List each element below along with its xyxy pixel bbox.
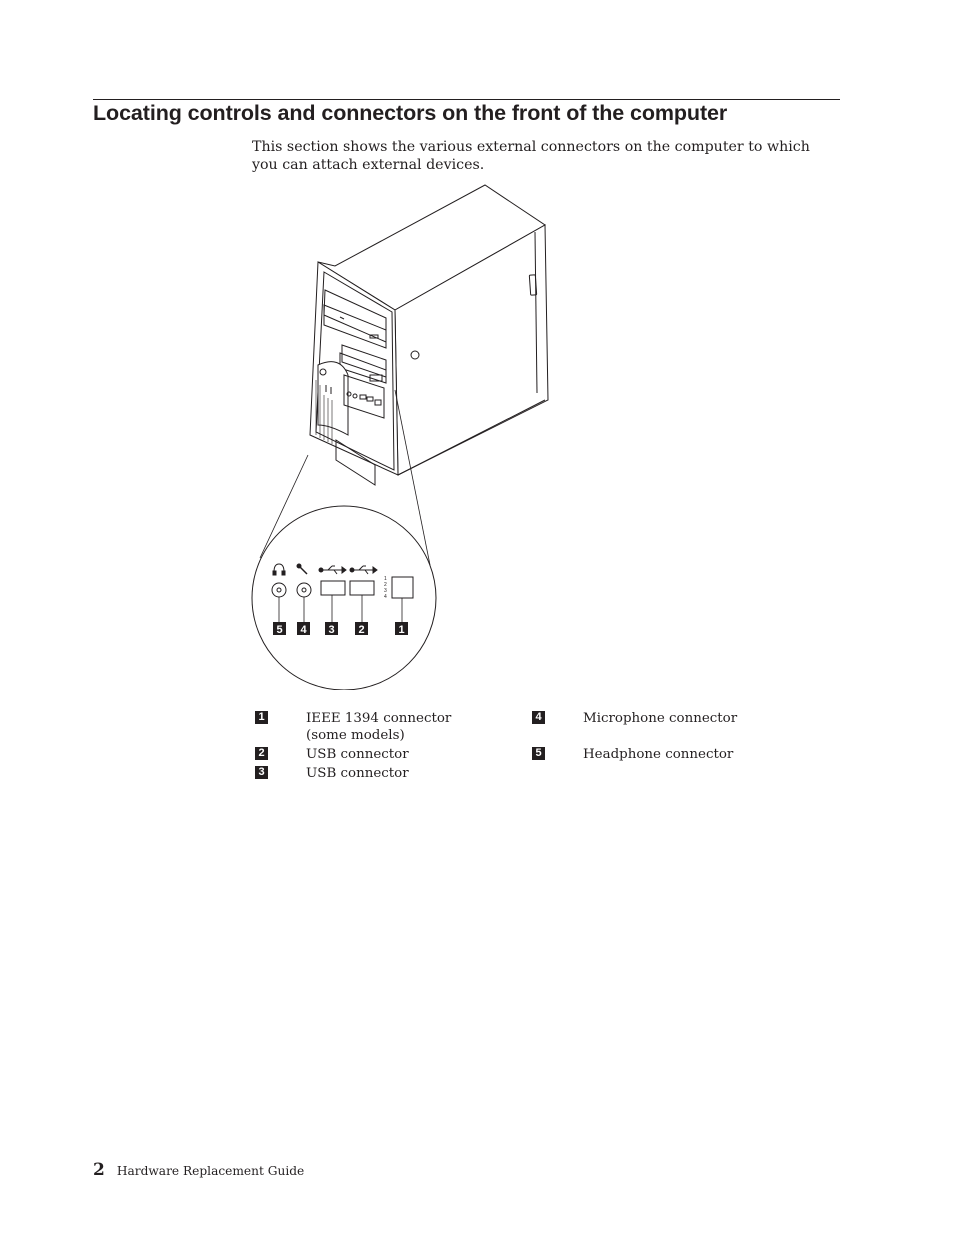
port-number-4: 4 bbox=[384, 594, 387, 600]
section-heading: Locating controls and connectors on the front of the computer bbox=[93, 101, 728, 125]
legend-text: USB connector bbox=[306, 766, 409, 781]
legend-text: Microphone connector bbox=[583, 711, 738, 726]
intro-paragraph: This section shows the various external connectors on the computer to which you can attach external devices. bbox=[252, 139, 810, 173]
connector-legend bbox=[255, 710, 755, 790]
callout-3: 3 bbox=[328, 624, 335, 636]
legend-text: IEEE 1394 connector (some models) bbox=[306, 711, 452, 743]
callout-2: 2 bbox=[358, 624, 365, 636]
footer-doc-title: Hardware Replacement Guide bbox=[116, 1164, 305, 1178]
legend-text: Headphone connector bbox=[583, 747, 734, 762]
computer-tower-illustration bbox=[310, 185, 548, 485]
legend-badge: 2 bbox=[255, 747, 268, 760]
page-footer bbox=[93, 1160, 304, 1180]
callout-4: 4 bbox=[300, 624, 307, 636]
connector-zoom-detail bbox=[252, 506, 436, 690]
legend-badge: 4 bbox=[532, 711, 545, 724]
callout-1: 1 bbox=[398, 624, 405, 636]
computer-front-figure bbox=[240, 180, 570, 690]
legend-text: USB connector bbox=[306, 747, 409, 762]
port-number-1: 1 bbox=[384, 576, 387, 582]
legend-badge: 1 bbox=[255, 711, 268, 724]
callout-5: 5 bbox=[276, 624, 283, 636]
page-number: 2 bbox=[93, 1160, 105, 1180]
legend-badge: 3 bbox=[255, 766, 268, 779]
heading-rule bbox=[93, 99, 840, 100]
port-number-2: 2 bbox=[384, 582, 387, 588]
legend-badge: 5 bbox=[532, 747, 545, 760]
port-number-3: 3 bbox=[384, 588, 387, 594]
